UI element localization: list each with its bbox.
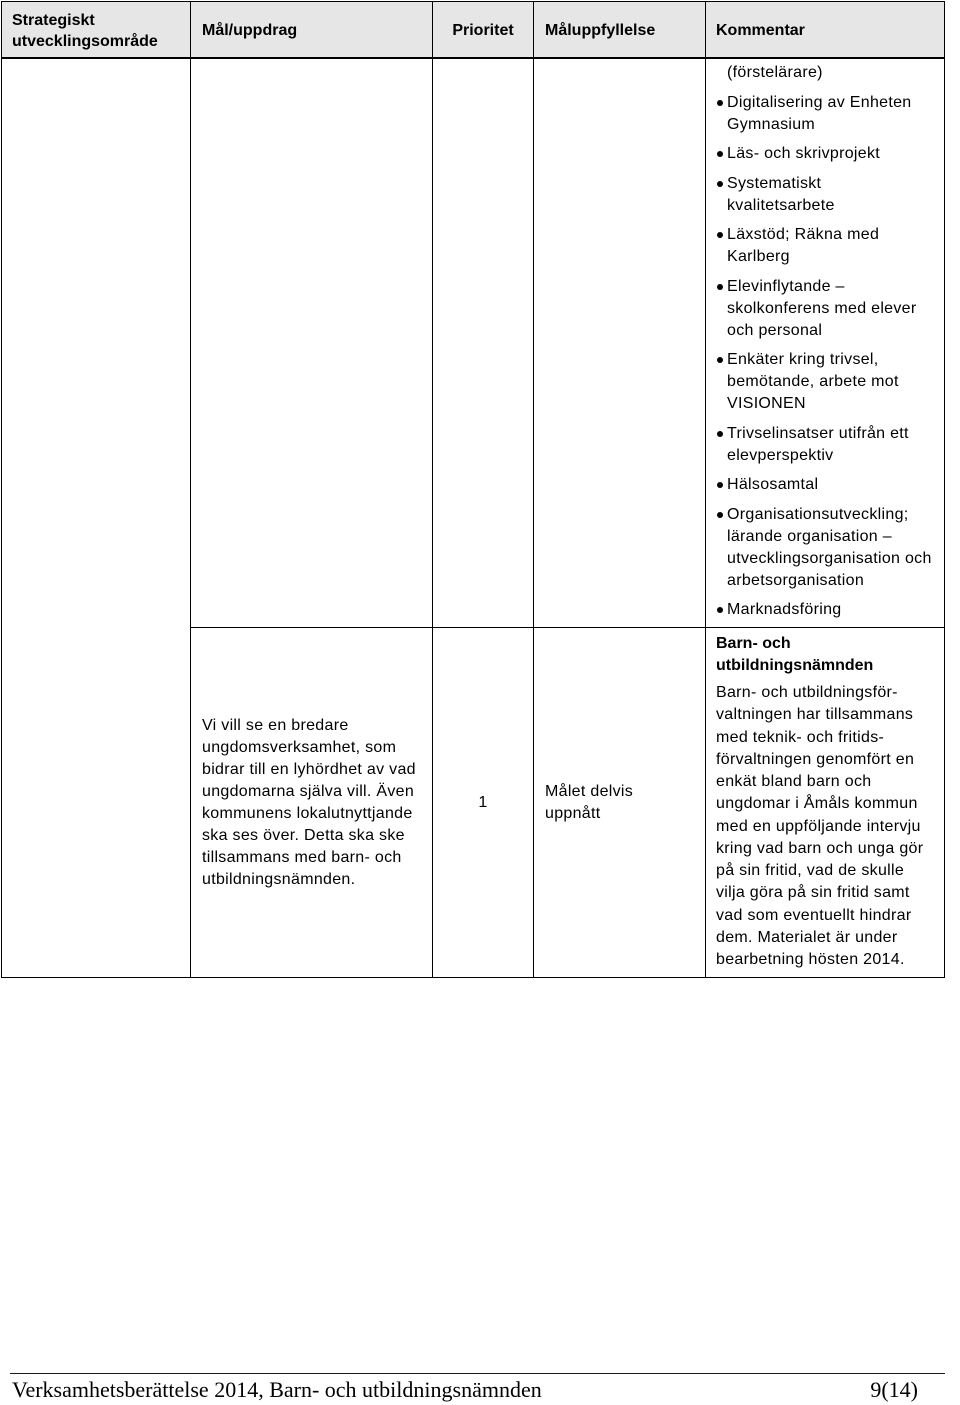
comment-bullet-text: Läxstöd; Räkna med Karlberg bbox=[727, 226, 880, 265]
comment-bullet-item bbox=[727, 224, 944, 268]
fulfillment-text: Målet delvis uppnått bbox=[545, 782, 634, 822]
comment-bullet-item bbox=[727, 349, 944, 415]
footer-rule bbox=[10, 1373, 945, 1374]
footer-title: Verksamhetsberättelse 2014, Barn- och utbildningsnämnden bbox=[12, 1377, 542, 1402]
cell-comment-row-2 bbox=[705, 627, 945, 978]
bullet-icon bbox=[717, 512, 723, 518]
comment-intro: (förstelärare) bbox=[727, 64, 823, 81]
cell-comment-row-1 bbox=[705, 58, 945, 628]
header-fulfillment bbox=[533, 1, 706, 59]
cell-strategic-area bbox=[1, 58, 191, 978]
comment-bullet-item bbox=[727, 599, 944, 621]
comment-bullet-item bbox=[727, 423, 944, 467]
comment-bullet-item bbox=[727, 143, 944, 165]
bullet-icon bbox=[717, 431, 723, 437]
cell-priority-row-1 bbox=[432, 58, 534, 628]
cell-goal-row-1 bbox=[190, 58, 433, 628]
comment-bullet-text: Organisationsutveckling; lärande organisation – utvecklingsorganisation och arbetsorganisation bbox=[727, 505, 932, 589]
cell-fulfillment-row-2 bbox=[533, 627, 706, 978]
header-priority-label: Prioritet bbox=[452, 22, 514, 39]
comment-bullet-text: Hälsosamtal bbox=[727, 476, 819, 493]
comment-bullet-item bbox=[727, 474, 944, 496]
bullet-icon bbox=[717, 284, 723, 290]
footer-page-number: 9(14) bbox=[870, 1377, 918, 1402]
header-priority bbox=[432, 1, 534, 59]
goal-text: Vi vill se en bredare ungdomsverksamhet, som bidrar till en lyhördhet av vad ungdomarna själva vill. Även kommunens lokalutnyttjande ska ses över. Detta ska ske tillsammans med barn- och utbildningsnämnden. bbox=[202, 716, 416, 888]
comment-bullet-text: Systematiskt kvalitetsarbete bbox=[727, 174, 835, 214]
bullet-icon bbox=[717, 607, 723, 613]
comment-text: Barn- och utbildningsför- valtningen har tillsammans med teknik- och fritids- förvaltningen genomfört en enkät bland barn och ungdomar i Åmåls kommun med en uppföljande intervju kring vad barn och unga gör på sin fritid, vad de skulle vilja göra på sin fritid samt vad som eventuellt hindrar dem. Materialet är under bearbetning hösten 2014. bbox=[716, 684, 924, 968]
bullet-icon bbox=[717, 100, 723, 106]
comment-bullet-item bbox=[727, 92, 944, 136]
comment-bullet-item bbox=[727, 276, 944, 342]
comment-bullet-item bbox=[727, 173, 944, 217]
header-goal bbox=[190, 1, 433, 59]
comment-bullet-text: Marknadsföring bbox=[727, 601, 842, 618]
comment-bullet-text: Elevinflytande – skolkonferens med elever och personal bbox=[727, 277, 917, 339]
bullet-icon bbox=[717, 181, 723, 187]
header-strategic-area-label: Strategiskt utvecklingsområde bbox=[12, 11, 158, 50]
comment-bullet-text: Enkäter kring trivsel, bemötande, arbete mot VISIONEN bbox=[727, 351, 899, 412]
bullet-icon bbox=[717, 151, 723, 157]
cell-fulfillment-row-1 bbox=[533, 58, 706, 628]
comment-bullet-text: Trivselinsatser utifrån ett elevperspektiv bbox=[727, 424, 909, 464]
comment-bullet-text: Digitalisering av Enheten Gymnasium bbox=[727, 93, 912, 133]
header-strategic-area bbox=[1, 1, 191, 59]
comment-bullet-item bbox=[727, 504, 944, 592]
cell-priority-row-2 bbox=[432, 627, 534, 978]
bullet-icon bbox=[717, 482, 723, 488]
header-comment-label: Kommentar bbox=[716, 22, 805, 39]
bullet-icon bbox=[717, 357, 723, 363]
header-fulfillment-label: Måluppfyllelse bbox=[545, 22, 656, 39]
comment-bullet-list bbox=[727, 92, 944, 622]
header-comment bbox=[705, 1, 945, 59]
comment-bullet-text: Läs- och skrivprojekt bbox=[727, 145, 881, 162]
comment-heading: Barn- och utbildningsnämnden bbox=[716, 635, 874, 674]
bullet-icon bbox=[717, 232, 723, 238]
header-goal-label: Mål/uppdrag bbox=[202, 22, 298, 39]
priority-value: 1 bbox=[478, 793, 488, 811]
cell-goal-row-2 bbox=[190, 627, 433, 978]
